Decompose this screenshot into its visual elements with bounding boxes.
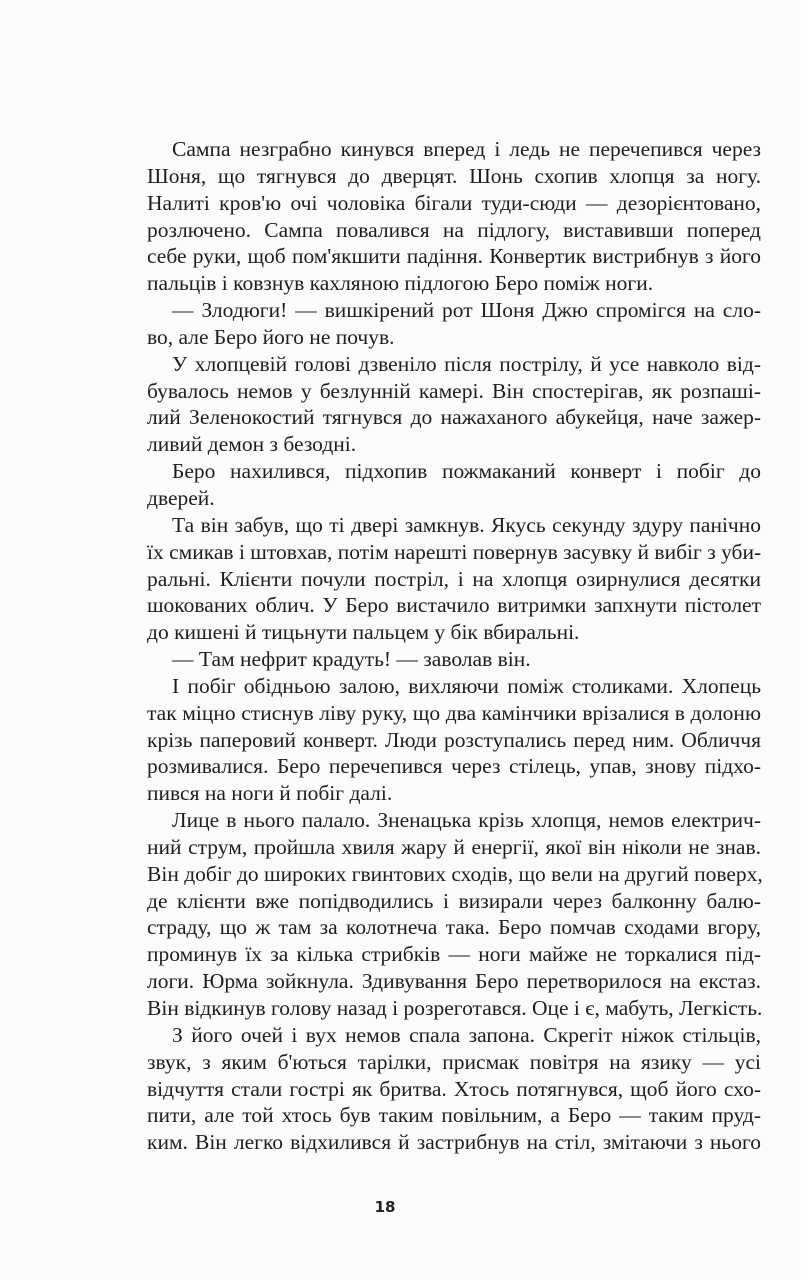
text-line: дверей. <box>147 485 215 510</box>
text-line: лий Зеленокостий тягнувся до нажаханого абукейця, наче зажер- <box>147 405 761 430</box>
text-line: Та він забув, що ті двері замкнув. Якусь секунду здуру панічно <box>172 512 761 537</box>
text-line: проминув їх за кілька стрибків — ноги майже не торкалися під- <box>147 942 761 967</box>
text-line: — Там нефрит крадуть! — заволав він. <box>172 647 531 672</box>
text-line: де клієнти вже попідводились і визирали через балконну балю- <box>147 888 761 913</box>
text-line: до кишені й тицьнути пальцем у бік вбиральні. <box>147 620 580 645</box>
text-line: пити, але той хтось був таким повільним, а Беро — таким пруд- <box>147 1103 761 1128</box>
text-line: логи. Юрма зойкнула. Здивування Беро перетворилося на екстаз. <box>147 969 761 994</box>
text-line: розлючено. Сампа повалився на підлогу, виставивши поперед <box>147 217 761 242</box>
text-line: себе руки, щоб пом'якшити падіння. Конвертик вистрибнув з його <box>147 244 761 269</box>
text-line: ким. Він легко відхилився й застрибнув на стіл, змітаючи з нього <box>147 1130 761 1155</box>
text-line: пальців і ковзнув кахляною підлогою Беро поміж ноги. <box>147 271 654 296</box>
text-line: ливий демон з безодні. <box>147 432 357 457</box>
page-number: 18 <box>374 1198 396 1216</box>
text-line: звук, з яким б'ються тарілки, присмак повітря на язику — усі <box>147 1049 761 1074</box>
text-line: Лице в нього палало. Зненацька крізь хлопця, немов електрич- <box>172 808 761 833</box>
text-line: страду, що ж там за колотнеча така. Беро помчав сходами вгору, <box>147 915 761 940</box>
text-line: Він добіг до широких гвинтових сходів, що вели на другий поверх, <box>147 861 763 886</box>
text-line: ний струм, пройшла хвиля жару й енергії, якої він ніколи не знав. <box>147 834 761 859</box>
text-line: — Злодюги! — вишкірений рот Шоня Джю спромігся на сло- <box>172 298 761 323</box>
text-line: Налиті кров'ю очі чоловіка бігали туди-сюди — дезорієнтовано, <box>147 190 761 215</box>
text-line: Сампа незграбно кинувся вперед і ледь не перечепився через <box>172 137 761 161</box>
text-line: Шоня, що тягнувся до дверцят. Шонь схопив хлопця за ногу. <box>147 163 761 188</box>
text-line: ральні. Клієнти почули постріл, і на хлопця озирнулися десятки <box>147 566 761 591</box>
text-line: відчуття стали гострі як бритва. Хтось потягнувся, щоб його схо- <box>147 1076 761 1101</box>
text-line: Беро нахилився, підхопив пожмаканий конверт і побіг до <box>172 459 761 484</box>
text-line: так міцно стиснув ліву руку, що два камінчики врізалися в долоню <box>147 700 761 725</box>
text-line: бувалось немов у безлунній камері. Він спостерігав, як розпаші- <box>147 378 761 403</box>
page-body-text <box>147 136 761 1156</box>
text-line: У хлопцевій голові дзвеніло після пострілу, й усе навколо від- <box>172 351 761 376</box>
text-line: їх смикав і штовхав, потім нарешті повернув засувку й вибіг з уби- <box>147 539 762 564</box>
text-line: шокованих облич. У Беро вистачило витримки запхнути пістолет <box>147 593 761 618</box>
text-line: розмивалися. Беро перечепився через стілець, упав, знову підхо- <box>147 754 761 779</box>
text-line: во, але Беро його не почув. <box>147 324 395 349</box>
text-line: Він відкинув голову назад і розреготався. Оце і є, мабуть, Легкість. <box>147 996 763 1020</box>
text-line: І побіг обідньою залою, вихляючи поміж столиками. Хлопець <box>172 673 761 698</box>
text-line: пився на ноги й побіг далі. <box>147 781 393 806</box>
text-line: крізь паперовий конверт. Люди розступались перед ним. Обличчя <box>147 727 761 752</box>
text-line: З його очей і вух немов спала запона. Скрегіт ніжок стільців, <box>172 1022 761 1047</box>
